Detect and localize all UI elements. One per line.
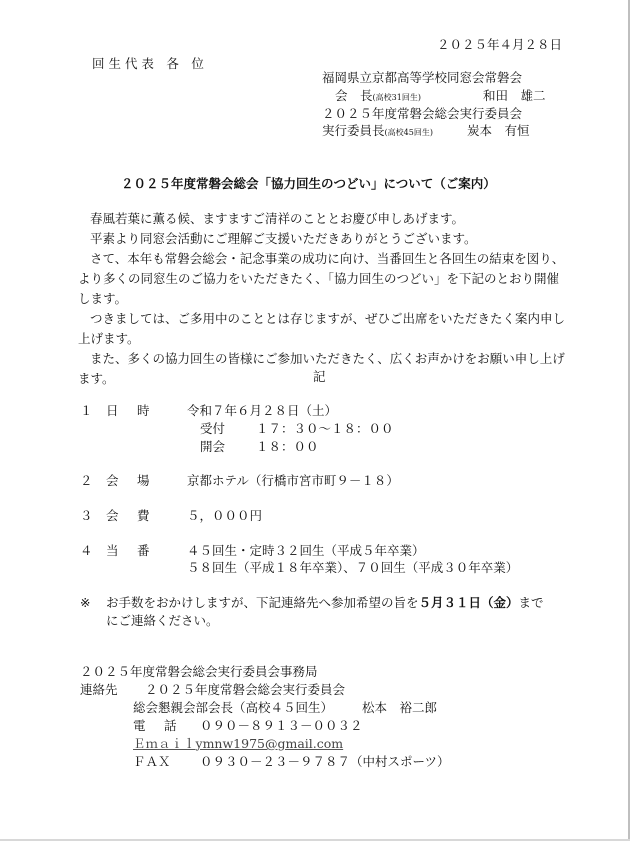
chair-note: (高校31回生): [372, 93, 421, 102]
item-1-number: １: [80, 403, 93, 418]
item-4-label: 当 番: [106, 543, 153, 558]
exec-name: 炭本 有恒: [467, 123, 530, 138]
chair-line: [335, 87, 421, 107]
reception-label: 受付: [200, 421, 226, 436]
note-text-after: まで: [518, 595, 544, 610]
item-1-label: 日 時: [106, 403, 153, 418]
item-3-number: ３: [80, 508, 93, 523]
exec-note: (高校45回生): [384, 128, 433, 137]
note-mark: ※: [80, 595, 91, 610]
sender-org: 福岡県立京都高等学校同窓会常磐会: [322, 70, 523, 85]
note-line-2: にご連絡ください。: [106, 613, 219, 628]
fax-label: ＦＡＸ: [133, 754, 171, 769]
body-paragraph-1: 春風若葉に薫る候、ますますご清祥のこととお慶び申しあげます。: [90, 211, 465, 226]
chair-role: 会 長: [335, 88, 373, 103]
note-deadline: ５月３１日（金）: [418, 595, 519, 610]
item-2-number: ２: [80, 473, 93, 488]
email-link[interactable]: [133, 735, 343, 753]
phone-label: 電 話: [133, 718, 180, 733]
reception-time: １７：３０～１８：００: [256, 421, 394, 436]
body-paragraph-2: 平素より同窓会活動にご理解ご支援いただきありがとうございます。: [90, 231, 477, 246]
event-date: 令和７年６月２８日（土）: [187, 403, 338, 418]
ki-marker: 記: [313, 369, 326, 384]
contact-office: ２０２５年度常磐会総会実行委員会事務局: [80, 664, 318, 679]
fax-value: ０９３０－２３－９７８７（中村スポーツ）: [200, 754, 450, 769]
contact-name: 松本 裕二郎: [362, 700, 438, 715]
email-address: ymnw1975@gmail.com: [195, 736, 344, 751]
item-4-number: ４: [80, 543, 93, 558]
issue-date: ２０２５年４月２８日: [437, 37, 563, 52]
item-2-label: 会 場: [106, 473, 153, 488]
phone-value: ０９０－８９１３－００３２: [200, 718, 363, 733]
contact-role: 総会懇親会部会長（高校４５回生）: [133, 700, 334, 715]
open-time: １８：００: [256, 439, 319, 454]
venue-value: 京都ホテル（行橋市宮市町９－１８）: [187, 473, 399, 488]
body-paragraph-4: つきましては、ご多用中のこととは存じますが、ぜひご出席をいただきたく案内申し上げます。: [78, 311, 566, 346]
note-text-before: お手数をおかけしますが、下記連絡先へ参加希望の旨を: [106, 595, 419, 610]
contact-label: 連絡先: [80, 682, 118, 697]
note-line-1: [106, 594, 544, 612]
chair-name: 和田 雄二: [483, 88, 546, 103]
committee-name: ２０２５年度常磐会総会実行委員会: [322, 106, 523, 121]
item-3-label: 会 費: [106, 508, 153, 523]
document-title: ２０２５年度常磐会総会「協力回生のつどい」について（ご案内）: [121, 176, 496, 191]
exec-line: [322, 122, 433, 142]
email-label: Ｅｍａｉｌ: [133, 736, 196, 751]
body-paragraph-3: さて、本年も常磐会総会・記念事業の成功に向け、当番回生と各回生の結束を図り、より多くの同窓生のご協力をいただきたく、「協力回生のつどい」を下記のとおり開催します。: [78, 251, 565, 306]
open-label: 開会: [200, 439, 226, 454]
fee-value: ５，０００円: [187, 508, 263, 523]
exec-role: 実行委員長: [322, 123, 385, 138]
duty-line-2: ５８回生（平成１８年卒業）、７０回生（平成３０年卒業）: [187, 560, 519, 575]
body-paragraph-5: また、多くの協力回生の皆様にご参加いただきたく、広くお声かけをお願い申し上げます。: [78, 351, 565, 386]
contact-committee: ２０２５年度常磐会総会実行委員会: [145, 682, 346, 697]
duty-line-1: ４５回生・定時３２回生（平成５年卒業）: [187, 543, 425, 558]
recipient: 回 生 代 表 各 位: [92, 56, 204, 71]
